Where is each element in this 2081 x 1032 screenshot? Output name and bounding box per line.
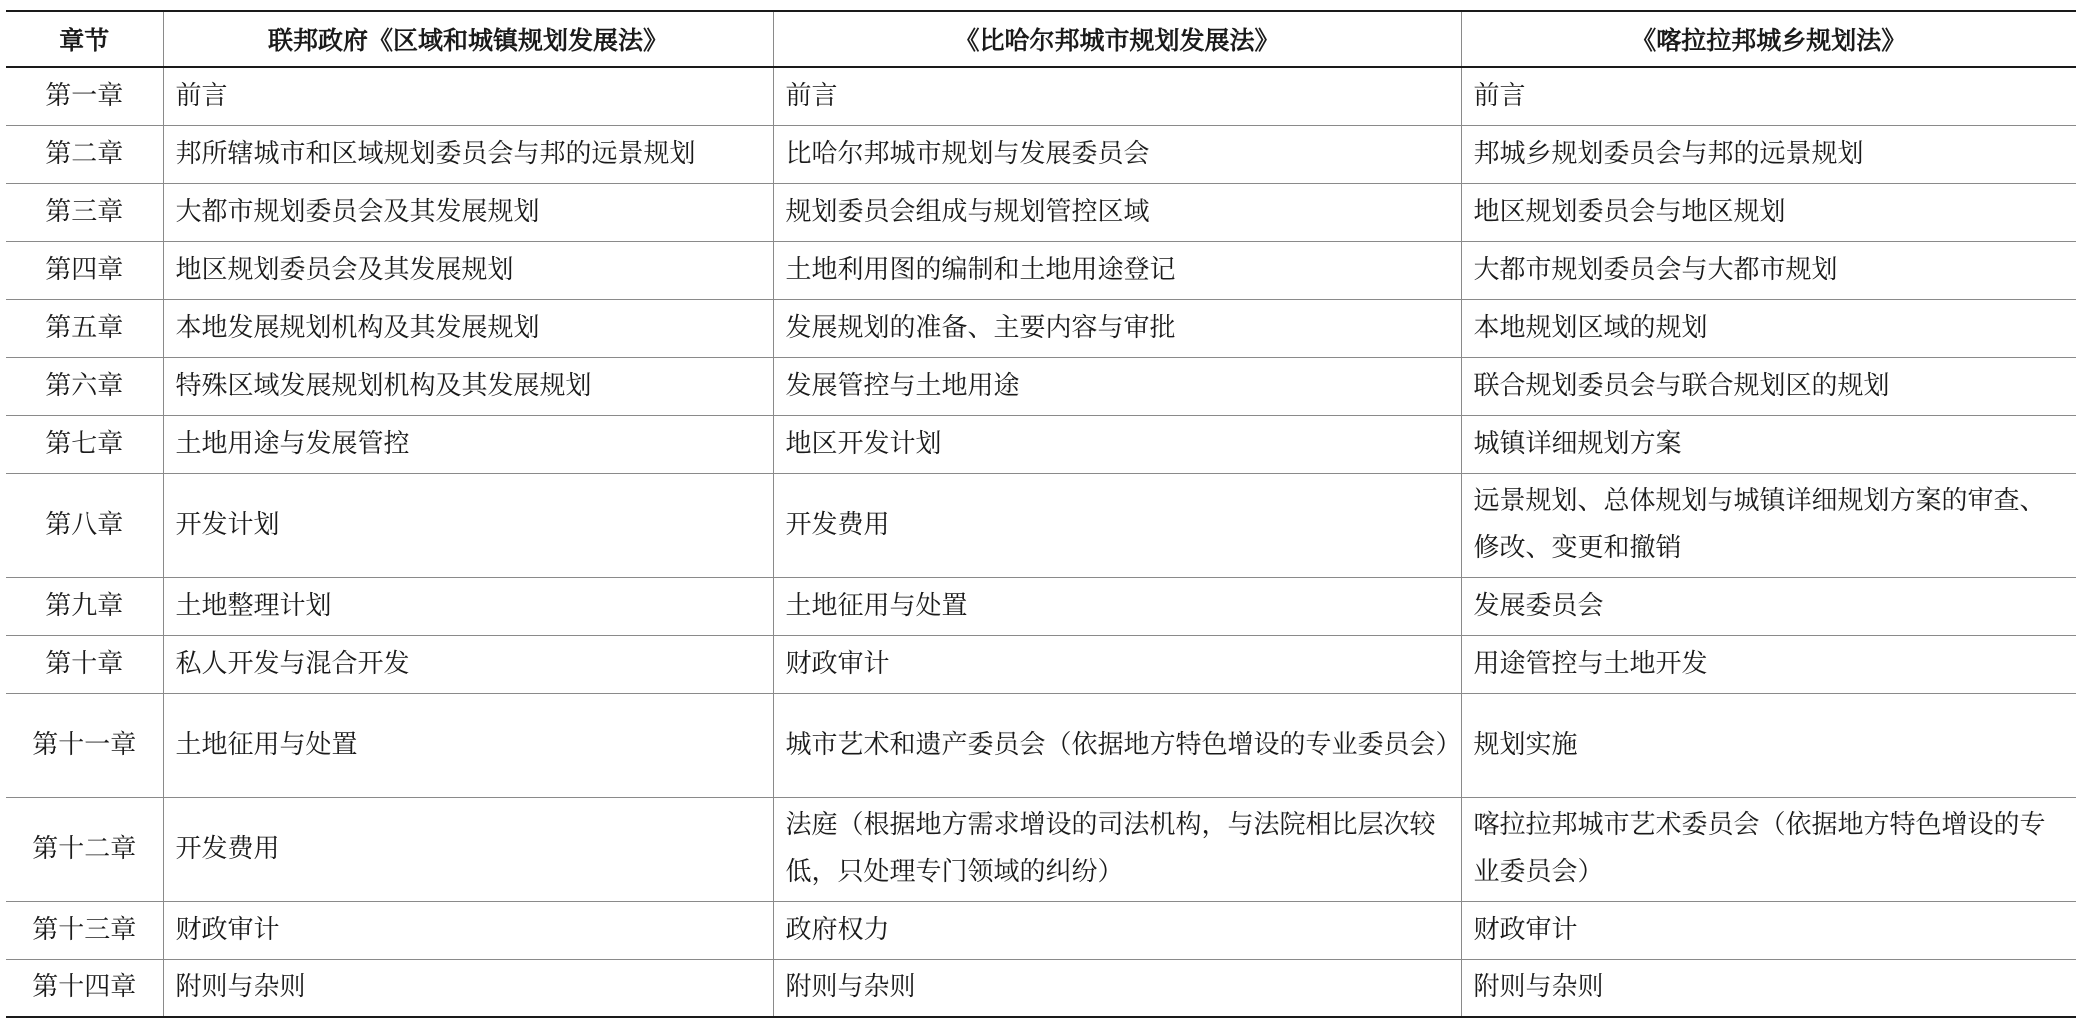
- federal-cell: 财政审计: [163, 901, 773, 959]
- federal-cell: 附则与杂则: [163, 959, 773, 1017]
- bihar-cell: 规划委员会组成与规划管控区域: [773, 183, 1461, 241]
- kerala-cell: 大都市规划委员会与大都市规划: [1461, 241, 2076, 299]
- header-chapter: 章节: [6, 11, 163, 67]
- table-row: [6, 577, 2076, 635]
- table-row: [6, 797, 2076, 901]
- chapter-cell: 第十四章: [6, 959, 163, 1017]
- federal-cell: 邦所辖城市和区域规划委员会与邦的远景规划: [163, 125, 773, 183]
- federal-cell: 地区规划委员会及其发展规划: [163, 241, 773, 299]
- kerala-cell: 附则与杂则: [1461, 959, 2076, 1017]
- federal-cell: 开发费用: [163, 797, 773, 901]
- table-row: [6, 693, 2076, 797]
- bihar-cell: 发展规划的准备、主要内容与审批: [773, 299, 1461, 357]
- kerala-cell: 城镇详细规划方案: [1461, 415, 2076, 473]
- table-row: [6, 67, 2076, 125]
- bihar-cell: 比哈尔邦城市规划与发展委员会: [773, 125, 1461, 183]
- header-bihar-law: 《比哈尔邦城市规划发展法》: [773, 11, 1461, 67]
- bihar-cell: 城市艺术和遗产委员会（依据地方特色增设的专业委员会）: [773, 693, 1461, 797]
- chapter-cell: 第八章: [6, 473, 163, 577]
- bihar-cell: 土地利用图的编制和土地用途登记: [773, 241, 1461, 299]
- bihar-cell: 附则与杂则: [773, 959, 1461, 1017]
- kerala-cell: 规划实施: [1461, 693, 2076, 797]
- bihar-cell: 发展管控与土地用途: [773, 357, 1461, 415]
- chapter-cell: 第二章: [6, 125, 163, 183]
- bihar-cell: 开发费用: [773, 473, 1461, 577]
- header-kerala-law: 《喀拉拉邦城乡规划法》: [1461, 11, 2076, 67]
- federal-cell: 开发计划: [163, 473, 773, 577]
- federal-cell: 大都市规划委员会及其发展规划: [163, 183, 773, 241]
- kerala-cell: 财政审计: [1461, 901, 2076, 959]
- federal-cell: 前言: [163, 67, 773, 125]
- bihar-cell: 财政审计: [773, 635, 1461, 693]
- table-row: [6, 415, 2076, 473]
- kerala-cell: 邦城乡规划委员会与邦的远景规划: [1461, 125, 2076, 183]
- kerala-cell: 前言: [1461, 67, 2076, 125]
- chapter-cell: 第十章: [6, 635, 163, 693]
- table-row: [6, 241, 2076, 299]
- federal-cell: 本地发展规划机构及其发展规划: [163, 299, 773, 357]
- table-row: [6, 125, 2076, 183]
- chapter-cell: 第七章: [6, 415, 163, 473]
- table-header-row: [6, 11, 2076, 67]
- kerala-cell: 喀拉拉邦城市艺术委员会（依据地方特色增设的专业委员会）: [1461, 797, 2076, 901]
- table-row: [6, 299, 2076, 357]
- bihar-cell: 土地征用与处置: [773, 577, 1461, 635]
- bihar-cell: 政府权力: [773, 901, 1461, 959]
- chapter-cell: 第五章: [6, 299, 163, 357]
- federal-cell: 私人开发与混合开发: [163, 635, 773, 693]
- bihar-cell: 地区开发计划: [773, 415, 1461, 473]
- kerala-cell: 远景规划、总体规划与城镇详细规划方案的审查、修改、变更和撤销: [1461, 473, 2076, 577]
- kerala-cell: 用途管控与土地开发: [1461, 635, 2076, 693]
- chapter-cell: 第十二章: [6, 797, 163, 901]
- chapter-cell: 第十三章: [6, 901, 163, 959]
- kerala-cell: 地区规划委员会与地区规划: [1461, 183, 2076, 241]
- kerala-cell: 本地规划区域的规划: [1461, 299, 2076, 357]
- federal-cell: 土地征用与处置: [163, 693, 773, 797]
- table-row: [6, 357, 2076, 415]
- kerala-cell: 联合规划委员会与联合规划区的规划: [1461, 357, 2076, 415]
- bihar-cell: 前言: [773, 67, 1461, 125]
- chapter-comparison-table-wrapper: [6, 10, 2076, 1018]
- table-row: [6, 959, 2076, 1017]
- table-row: [6, 473, 2076, 577]
- chapter-cell: 第九章: [6, 577, 163, 635]
- header-federal-law: 联邦政府《区域和城镇规划发展法》: [163, 11, 773, 67]
- federal-cell: 特殊区域发展规划机构及其发展规划: [163, 357, 773, 415]
- table-row: [6, 635, 2076, 693]
- chapter-cell: 第十一章: [6, 693, 163, 797]
- chapter-comparison-table: [6, 10, 2076, 1018]
- kerala-cell: 发展委员会: [1461, 577, 2076, 635]
- chapter-cell: 第六章: [6, 357, 163, 415]
- table-row: [6, 183, 2076, 241]
- chapter-cell: 第一章: [6, 67, 163, 125]
- chapter-cell: 第三章: [6, 183, 163, 241]
- federal-cell: 土地整理计划: [163, 577, 773, 635]
- table-row: [6, 901, 2076, 959]
- federal-cell: 土地用途与发展管控: [163, 415, 773, 473]
- chapter-cell: 第四章: [6, 241, 163, 299]
- bihar-cell: 法庭（根据地方需求增设的司法机构，与法院相比层次较低，只处理专门领域的纠纷）: [773, 797, 1461, 901]
